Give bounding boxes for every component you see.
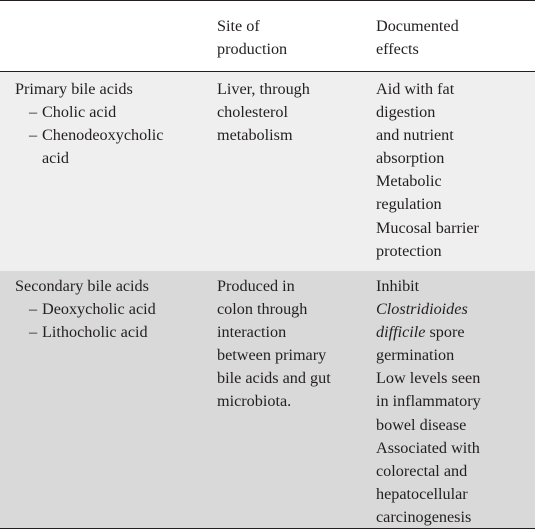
- site-text-line: colon through: [217, 300, 308, 319]
- bile-acid-subitem: [15, 124, 210, 147]
- site-text-line: Liver, through: [217, 80, 310, 98]
- header-text-line: Site of: [217, 17, 260, 35]
- site-text-line: cholesterol: [217, 103, 289, 122]
- documented-effects-cell: [376, 78, 526, 263]
- effects-text-line-italic: [376, 298, 526, 321]
- header-text-line: Documented: [376, 17, 459, 35]
- header-text-line: effects: [376, 40, 419, 59]
- subitem-text-continued: acid: [42, 149, 69, 168]
- site-text-line: between primary: [217, 346, 327, 365]
- site-of-production-cell: [217, 78, 367, 147]
- bile-acid-cell: [15, 275, 210, 344]
- effects-text-line: colorectal and: [376, 461, 468, 480]
- site-of-production-cell: [217, 275, 367, 414]
- site-text-line: microbiota.: [217, 392, 292, 411]
- site-text-line: bile acids and gut: [217, 369, 331, 388]
- header-text-line: production: [217, 40, 288, 59]
- effects-text-line: bowel disease: [376, 415, 467, 434]
- effects-text-line: Aid with fat: [376, 80, 455, 98]
- subitem-dash: –: [29, 323, 38, 342]
- effects-text-line: hepatocellular: [376, 484, 468, 503]
- subitem-dash: –: [29, 126, 38, 145]
- subitem-text: Cholic acid: [42, 103, 117, 122]
- effects-text-line: protection: [376, 241, 442, 260]
- subitem-text: Deoxycholic acid: [42, 300, 156, 319]
- site-text-line: interaction: [217, 323, 287, 342]
- effects-text-line: regulation: [376, 195, 442, 214]
- effects-text-line: absorption: [376, 149, 445, 168]
- header-column-documented-effects: [376, 15, 526, 61]
- bile-acid-category: Primary bile acids: [15, 80, 133, 98]
- subitem-dash: –: [29, 103, 38, 122]
- table-row-primary-bile-acids: [0, 72, 535, 271]
- italic-species-name: difficile: [376, 323, 426, 342]
- effects-text-line: germination: [376, 346, 455, 365]
- effects-text-line: and nutrient: [376, 126, 454, 145]
- subitem-dash: –: [29, 300, 38, 319]
- site-text-line: Produced in: [217, 277, 295, 295]
- site-text-line: metabolism: [217, 126, 293, 145]
- documented-effects-cell: [376, 275, 526, 529]
- subitem-text: Chenodeoxycholic: [42, 126, 164, 145]
- subitem-text: Lithocholic acid: [42, 323, 148, 342]
- bile-acid-subitem: [15, 298, 210, 321]
- header-column-site-of-production: [217, 15, 367, 61]
- italic-genus-name: Clostridioides: [376, 300, 468, 319]
- effects-text-line: Inhibit: [376, 277, 420, 295]
- bile-acid-category: Secondary bile acids: [15, 277, 149, 295]
- effects-text-line: in inflammatory: [376, 392, 481, 411]
- effects-text-line: Associated with: [376, 438, 480, 457]
- bile-acid-cell: [15, 78, 210, 170]
- effects-text-line: Low levels seen: [376, 369, 481, 388]
- effects-text-line: Mucosal barrier: [376, 218, 479, 237]
- bile-acid-subitem: [15, 321, 210, 344]
- table-header-row: [0, 1, 535, 72]
- bile-acid-subitem: [15, 101, 210, 124]
- effects-text-line: [376, 321, 526, 344]
- effects-text-rest: spore: [425, 323, 465, 342]
- effects-text-line: Metabolic: [376, 172, 442, 191]
- table-row-secondary-bile-acids: [0, 271, 535, 528]
- effects-text-line: digestion: [376, 103, 436, 122]
- effects-text-line: carcinogenesis: [376, 507, 472, 526]
